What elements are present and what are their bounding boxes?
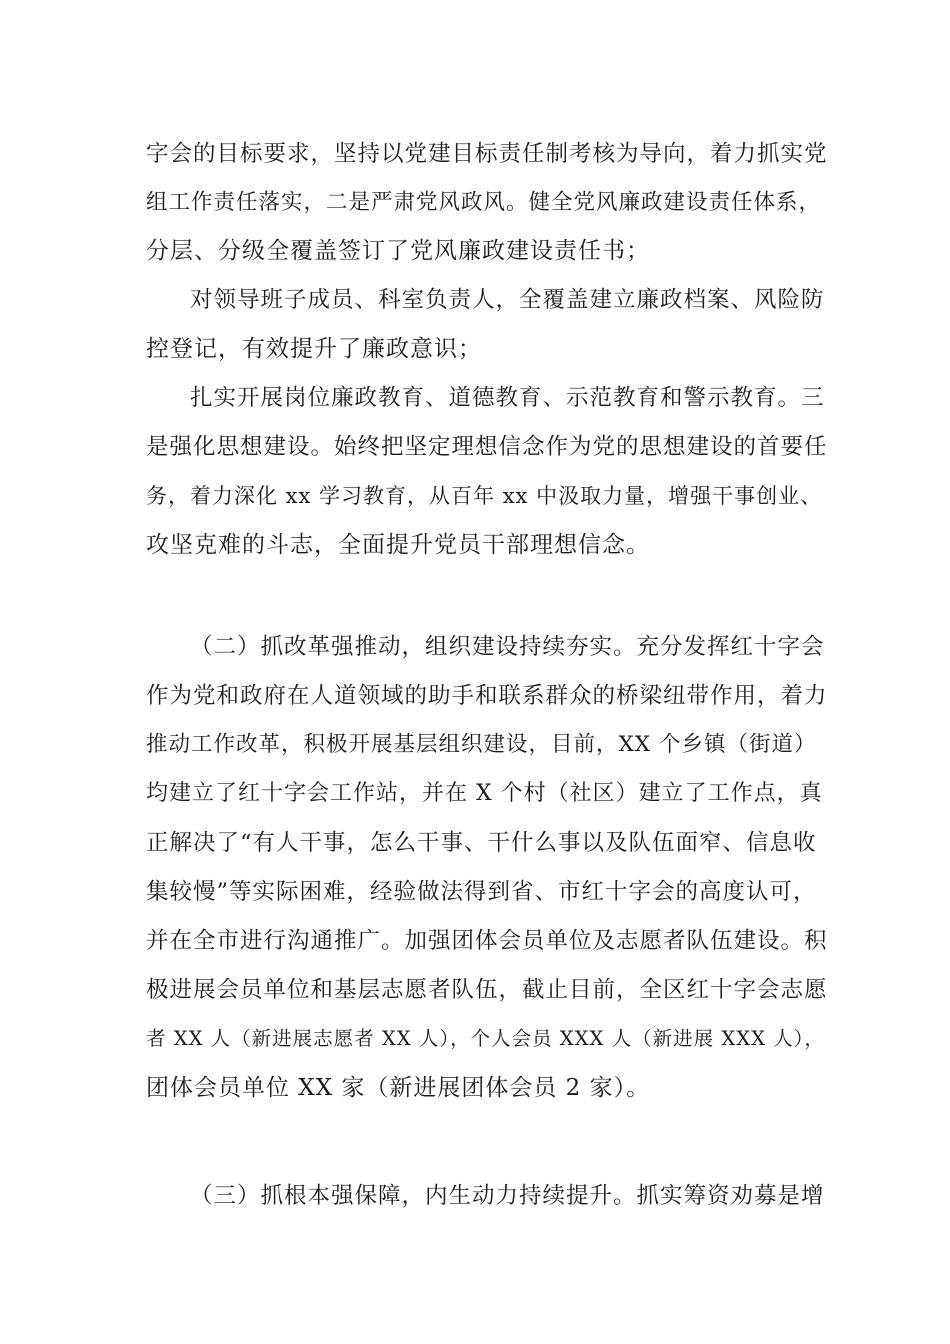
text-line: 推动工作改革，积极开展基层组织建设，目前，XX 个乡镇（街道） [146, 732, 817, 757]
text-line: 控登记，有效提升了廉政意识； [146, 336, 482, 362]
text-line: 务，着力深化 xx 学习教育，从百年 xx 中汲取力量，增强干事创业、 [146, 484, 823, 508]
text-line: 攻坚克难的斗志，全面提升党员干部理想信念。 [146, 532, 650, 558]
text-line: 作为党和政府在人道领域的助手和联系群众的桥梁纽带作用，着力 [146, 683, 828, 709]
section-heading-line: （二）抓改革强推动，组织建设持续夯实。充分发挥红十字会 [190, 634, 825, 660]
text-line: 团体会员单位 XX 家（新进展团体会员 2 家）。 [146, 1075, 651, 1101]
text-line: 正解决了“有人干事，怎么干事、干什么事以及队伍面窄、信息收 [146, 830, 817, 856]
section-heading-line: （三）抓根本强保障，内生动力持续提升。抓实筹资劝募是增 [190, 1183, 825, 1209]
paragraph-start-line: 扎实开展岗位廉政教育、道德教育、示范教育和警示教育。三 [190, 385, 825, 411]
text-line: 集较慢”等实际困难，经验做法得到省、市红十字会的高度认可， [146, 879, 817, 905]
text-line: 字会的目标要求，坚持以党建目标责任制考核为导向，着力抓实党 [146, 141, 828, 167]
text-line: 极进展会员单位和基层志愿者队伍，截止目前，全区红十字会志愿 [146, 977, 828, 1003]
text-line: 分层、分级全覆盖签订了党风廉政建设责任书； [146, 238, 650, 264]
text-line: 并在全市进行沟通推广。加强团体会员单位及志愿者队伍建设。积 [146, 928, 828, 954]
text-line: 均建立了红十字会工作站，并在 X 个村（社区）建立了工作点，真 [146, 781, 823, 806]
paragraph-start-line: 对领导班子成员、科室负责人，全覆盖建立廉政档案、风险防 [190, 287, 825, 313]
text-line: 组工作责任落实，二是严肃党风政风。健全党风廉政建设责任体系， [146, 190, 822, 215]
text-line: 者 XX 人（新进展志愿者 XX 人），个人会员 XXX 人（新进展 XXX 人）， [146, 1027, 825, 1050]
text-line: 是强化思想建设。始终把坚定理想信念作为党的思想建设的首要任 [146, 434, 828, 460]
